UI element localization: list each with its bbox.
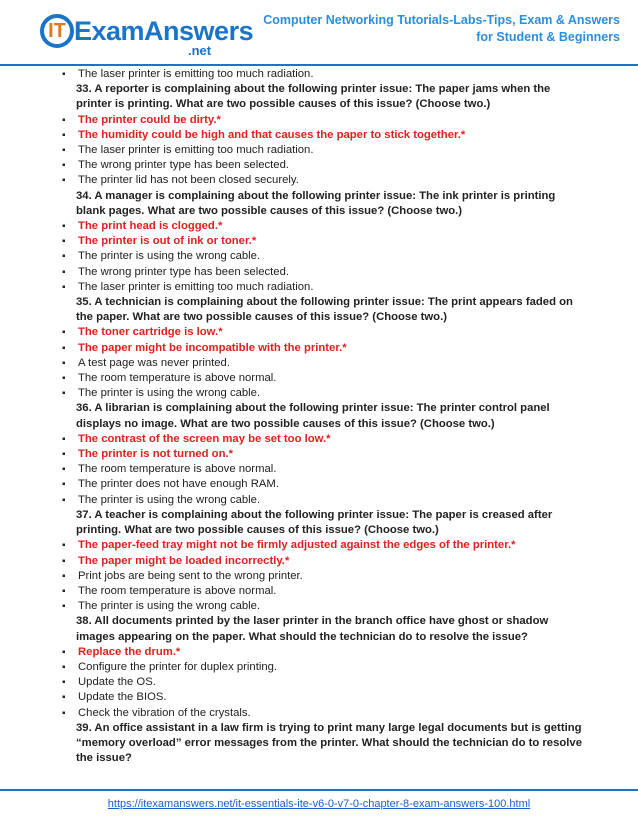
source-link[interactable]: https://itexamanswers.net/it-essentials-ite-v6-0-v7-0-chapter-8-exam-answers-100.html (107, 798, 531, 810)
question-text: 37. A teacher is complaining about the following printer issue: The paper is creased after printing. What are two possible causes of this issue? (Choose two.) (76, 508, 553, 537)
page-header (0, 0, 638, 64)
correct-answer-option: ▪ The humidity could be high and that causes the paper to stick together.* (62, 128, 582, 143)
page-footer (0, 798, 638, 810)
logo-it-badge: IT (40, 14, 74, 48)
site-logo[interactable] (40, 12, 254, 58)
answer-option: ▪ The wrong printer type has been selected. (62, 265, 582, 280)
answer-option: ▪ The printer is using the wrong cable. (62, 493, 582, 508)
question-text: 36. A librarian is complaining about the following printer issue: The printer control panel displays no image. What are two possible causes of this issue? (Choose two.) (76, 402, 550, 430)
answer-option: ▪ The laser printer is emitting too much radiation. (62, 67, 582, 82)
correct-answer-option: ▪ Replace the drum.* (62, 645, 582, 660)
answer-option: ▪ Update the BIOS. (62, 690, 582, 705)
answer-option: ▪ The printer is using the wrong cable. (62, 249, 582, 264)
answer-option: ▪ Update the OS. (62, 675, 582, 690)
answer-option: ▪ The printer is using the wrong cable. (62, 599, 582, 614)
correct-answer-option: ▪ The print head is clogged.* (62, 219, 582, 234)
logo-name: ExamAnswers (74, 16, 254, 46)
correct-answer-option: ▪ The printer could be dirty.* (62, 113, 582, 128)
exam-content (62, 67, 582, 766)
tagline-line-1: Computer Networking Tutorials-Labs-Tips, Exam & Answers (263, 13, 620, 27)
header-divider (0, 64, 638, 66)
question-text: 39. An office assistant in a law firm is trying to print many large legal documents but is getting “memory overload” error messages from the printer. What should the technician do to resolve the issue? (76, 721, 582, 765)
answer-option: ▪ The printer is using the wrong cable. (62, 386, 582, 401)
correct-answer-option: ▪ The paper might be incompatible with the printer.* (62, 341, 582, 356)
correct-answer-option: ▪ The printer is out of ink or toner.* (62, 234, 582, 249)
answer-option: ▪ Print jobs are being sent to the wrong printer. (62, 569, 582, 584)
answer-option: ▪ The room temperature is above normal. (62, 584, 582, 599)
correct-answer-option: ▪ The contrast of the screen may be set too low.* (62, 432, 582, 447)
answer-option: ▪ Configure the printer for duplex printing. (62, 660, 582, 675)
correct-answer-option: ▪ The paper-feed tray might not be firmly adjusted against the edges of the printer.* (62, 538, 582, 553)
answer-option: ▪ The printer does not have enough RAM. (62, 477, 582, 492)
answer-option: ▪ The laser printer is emitting too much radiation. (62, 280, 582, 295)
correct-answer-option: ▪ The paper might be loaded incorrectly.* (62, 554, 582, 569)
site-tagline (260, 12, 620, 46)
question-text: 34. A manager is complaining about the following printer issue: The ink printer is printing blank pages. What are two possible causes of this issue? (Choose two.) (76, 189, 556, 217)
footer-divider (0, 789, 638, 791)
answer-option: ▪ The laser printer is emitting too much radiation. (62, 143, 582, 158)
question-text: 35. A technician is complaining about the following printer issue: The print appears faded on the paper. What are two possible causes of this issue? (Choose two.) (76, 296, 573, 324)
question-text: 38. All documents printed by the laser printer in the branch office have ghost or shadow images appearing on the paper. What should the technician do to resolve the issue? (76, 615, 549, 643)
answer-option: ▪ The room temperature is above normal. (62, 462, 582, 477)
answer-option: ▪ The room temperature is above normal. (62, 371, 582, 386)
answer-option: ▪ Check the vibration of the crystals. (62, 706, 582, 721)
answer-option: ▪ The printer lid has not been closed securely. (62, 173, 582, 188)
question-text: 33. A reporter is complaining about the following printer issue: The paper jams when the printer is printing. What are two possible causes of this issue? (Choose two.) (76, 83, 551, 111)
answer-option: ▪ The wrong printer type has been selected. (62, 158, 582, 173)
tagline-line-2: for Student & Beginners (476, 30, 620, 44)
answer-option: ▪ A test page was never printed. (62, 356, 582, 371)
correct-answer-option: ▪ The printer is not turned on.* (62, 447, 582, 462)
logo-domain: .net (188, 43, 212, 58)
correct-answer-option: ▪ The toner cartridge is low.* (62, 325, 582, 340)
